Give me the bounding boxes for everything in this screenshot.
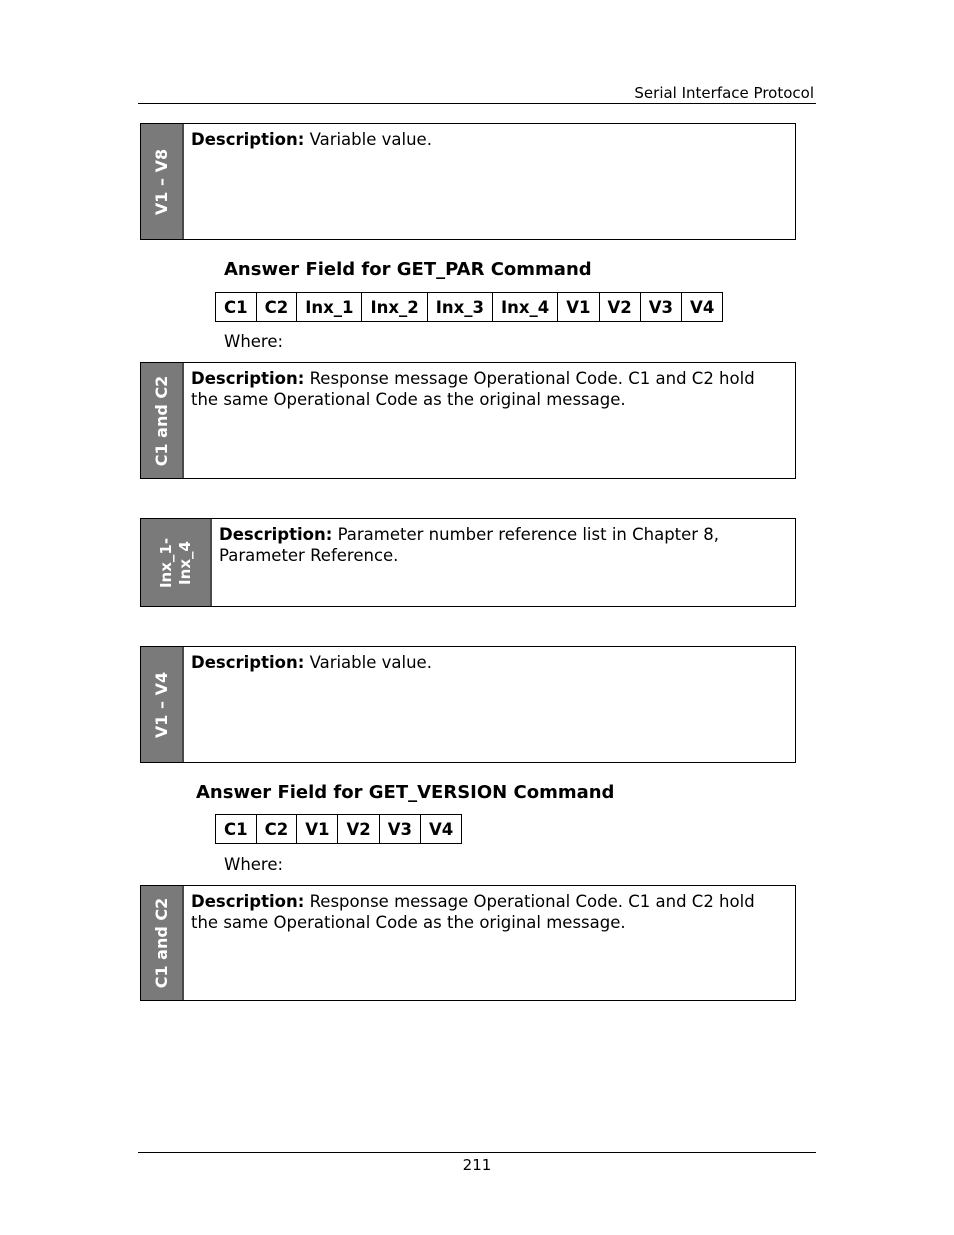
field-cell: C1 (216, 293, 257, 322)
get-version-heading: Answer Field for GET_VERSION Command (196, 782, 615, 803)
page-number: 211 (462, 1156, 492, 1174)
side-tab-label: V1 – V4 (151, 671, 171, 738)
field-cell: Inx_1 (297, 293, 362, 322)
description-box-v1-v4 (140, 646, 796, 763)
field-cell: V2 (338, 815, 379, 844)
description-label: Description: (191, 130, 305, 149)
description-label: Description: (219, 525, 333, 544)
field-cell: V1 (297, 815, 338, 844)
where-label: Where: (224, 855, 284, 874)
description-box-inx (140, 518, 796, 607)
side-tab (141, 519, 212, 606)
field-cell: V4 (420, 815, 461, 844)
description-text (191, 368, 785, 410)
get-par-heading: Answer Field for GET_PAR Command (224, 259, 592, 280)
side-tab-label: C1 and C2 (151, 897, 171, 989)
header-rule (138, 103, 816, 104)
field-cell: V1 (558, 293, 599, 322)
description-box-v1-v8 (140, 123, 796, 240)
field-cell: Inx_4 (492, 293, 557, 322)
field-cell: C1 (216, 815, 257, 844)
description-body: Parameter number reference list in Chapter 8, Parameter Reference. (219, 525, 720, 565)
description-body: Variable value. (304, 130, 432, 149)
side-tab-line: Inx_4 (175, 540, 194, 585)
side-tab-label: V1 – V8 (151, 148, 171, 215)
description-text (191, 652, 785, 673)
side-tab (141, 647, 184, 762)
side-tab (141, 363, 184, 478)
description-body: Response message Operational Code. C1 and C2 hold the same Operational Code as the original message. (191, 892, 755, 932)
side-tab (141, 886, 184, 1000)
field-cell: V4 (682, 293, 723, 322)
field-cell: V3 (379, 815, 420, 844)
description-label: Description: (191, 892, 305, 911)
footer-rule (138, 1152, 816, 1153)
description-label: Description: (191, 653, 305, 672)
field-cell: Inx_2 (362, 293, 427, 322)
field-cell: C2 (256, 293, 297, 322)
description-body: Response message Operational Code. C1 and C2 hold the same Operational Code as the original message. (191, 369, 755, 409)
description-box-c1-c2 (140, 362, 796, 479)
description-text (219, 524, 785, 566)
where-label: Where: (224, 332, 284, 351)
field-cell: Inx_3 (427, 293, 492, 322)
field-cell: C2 (256, 815, 297, 844)
description-text (191, 891, 785, 933)
side-tab-line: Inx_1- (156, 537, 175, 588)
running-header: Serial Interface Protocol (634, 84, 814, 102)
field-cell: V3 (640, 293, 681, 322)
side-tab-label: C1 and C2 (151, 375, 171, 466)
get-version-field-table (215, 814, 462, 844)
field-cell: V2 (599, 293, 640, 322)
side-tab-label (157, 537, 195, 587)
get-par-field-table (215, 292, 723, 322)
description-box-version-c1-c2 (140, 885, 796, 1001)
description-body: Variable value. (304, 653, 432, 672)
description-label: Description: (191, 369, 305, 388)
side-tab (141, 124, 184, 239)
description-text (191, 129, 785, 150)
